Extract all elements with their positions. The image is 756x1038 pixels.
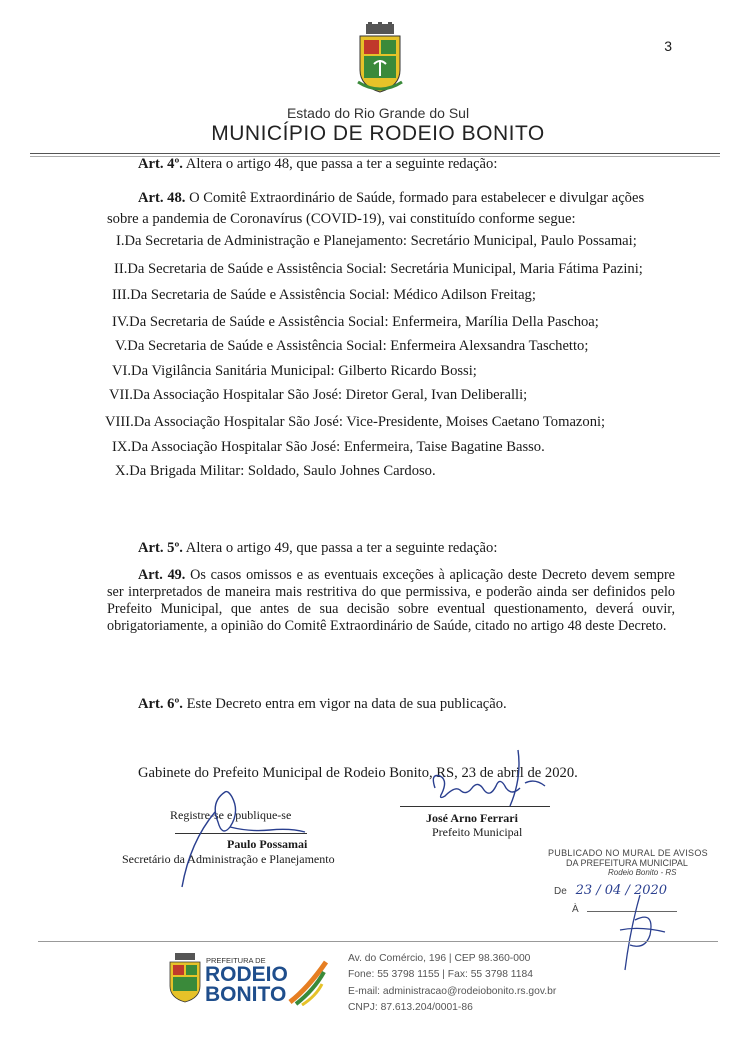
article-5-label: Art. 5º. (138, 540, 183, 556)
article-49-label: Art. 49. (138, 567, 186, 583)
footer-logo (168, 950, 328, 1008)
footer-swoosh-icon (288, 958, 328, 1006)
publication-stamp (548, 848, 718, 915)
footer-address: Av. do Comércio, 196 | CEP 98.360-000 (348, 953, 531, 964)
stamp-until-label: À (572, 904, 579, 915)
register-publish-note: Registre-se e publique-se (170, 808, 292, 822)
stamp-date-label: De (554, 886, 567, 897)
article-4 (138, 154, 497, 175)
article-49 (107, 567, 675, 635)
signatory-left-name: Paulo Possamai (227, 837, 308, 851)
article-48 (107, 188, 675, 230)
committee-item: IX.Da Associação Hospitalar São José: Enfermeira, Taise Bagatine Basso. (112, 439, 545, 455)
article-6-text: Este Decreto entra em vigor na data de sua publicação. (182, 696, 507, 712)
footer-crest-icon (168, 952, 202, 1004)
committee-item: V.Da Secretaria de Saúde e Assistência Social: Enfermeira Alexsandra Taschetto; (115, 338, 589, 354)
article-4-text: Altera o artigo 48, que passa a ter a seguinte redação: (182, 156, 498, 172)
state-name: Estado do Rio Grande do Sul (286, 105, 470, 121)
footer-logo-line-2: RODEIO (205, 963, 288, 986)
committee-item: I.Da Secretaria de Administração e Planejamento: Secretário Municipal, Paulo Possamai; (116, 233, 637, 249)
municipality-title: MUNICÍPIO DE RODEIO BONITO (211, 122, 545, 145)
committee-item: VII.Da Associação Hospitalar São José: Diretor Geral, Ivan Deliberalli; (109, 387, 528, 403)
closing-place-date: Gabinete do Prefeito Municipal de Rodeio Bonito, RS, 23 de abril de 2020. (138, 765, 578, 781)
footer-cnpj: CNPJ: 87.613.204/0001-86 (348, 1001, 473, 1013)
signatory-right-name: José Arno Ferrari (426, 811, 518, 825)
article-6 (138, 694, 507, 715)
committee-item: VI.Da Vigilância Sanitária Municipal: Gilberto Ricardo Bossi; (112, 363, 477, 379)
signatory-right-role: Prefeito Municipal (432, 825, 523, 839)
footer-logo-line-3: BONITO (205, 983, 287, 1006)
article-5 (138, 538, 497, 559)
committee-item: VIII.Da Associação Hospitalar São José: Vice-Presidente, Moises Caetano Tomazoni; (105, 414, 606, 430)
article-5-text: Altera o artigo 49, que passa a ter a seguinte redação: (182, 540, 498, 556)
stamp-until-line (587, 911, 677, 912)
committee-item: III.Da Secretaria de Saúde e Assistência Social: Médico Adilson Freitag; (112, 287, 536, 303)
article-4-label: Art. 4º. (138, 156, 183, 172)
page-number: 3 (664, 38, 672, 54)
signature-line-right (400, 806, 550, 807)
stamp-date-value: 23 / 04 / 2020 (575, 883, 668, 898)
committee-item: IV.Da Secretaria de Saúde e Assistência Social: Enfermeira, Marília Della Paschoa; (112, 314, 599, 330)
article-6-label: Art. 6º. (138, 696, 183, 712)
stamp-line-2: DA PREFEITURA MUNICIPAL (566, 858, 688, 868)
signature-line-left (175, 833, 307, 834)
article-48-label: Art. 48. (138, 190, 186, 206)
stamp-line-1: PUBLICADO NO MURAL DE AVISOS (548, 848, 708, 858)
footer-divider (38, 941, 718, 942)
stamp-line-3: Rodeio Bonito - RS (608, 868, 677, 877)
footer-contact-info (348, 951, 556, 1016)
article-49-text: Os casos omissos e as eventuais exceções à aplicação deste Decreto devem sempre ser interpretados de maneira mais restritiva do que permissiva, e poderão ainda ser definidos pelo Prefeito Municipal, que antes de sua decisão sobre eventual questionamento, deverá ouvir, obrigatoriamente, a opinião do Comitê Extraordinário de Saúde, citado no artigo 48 deste Decreto. (107, 567, 675, 634)
footer-logo-line-1: PREFEITURA DE (206, 956, 266, 965)
footer-phone: Fone: 55 3798 1155 | Fax: 55 3798 1184 (348, 969, 533, 981)
article-48-text: O Comitê Extraordinário de Saúde, formado para estabelecer e divulgar ações sobre a pandemia de Coronavírus (COVID-19), vai constituído conforme segue: (107, 190, 645, 227)
footer-email: E-mail: administracao@rodeiobonito.rs.gov.br (348, 985, 557, 997)
committee-item: X.Da Brigada Militar: Soldado, Saulo Johnes Cardoso. (115, 463, 436, 479)
municipal-crest-icon (356, 22, 404, 98)
signatory-left-role: Secretário da Administração e Planejamento (122, 852, 335, 866)
committee-item: II.Da Secretaria de Saúde e Assistência Social: Secretária Municipal, Maria Fátima Pazini; (114, 261, 643, 277)
